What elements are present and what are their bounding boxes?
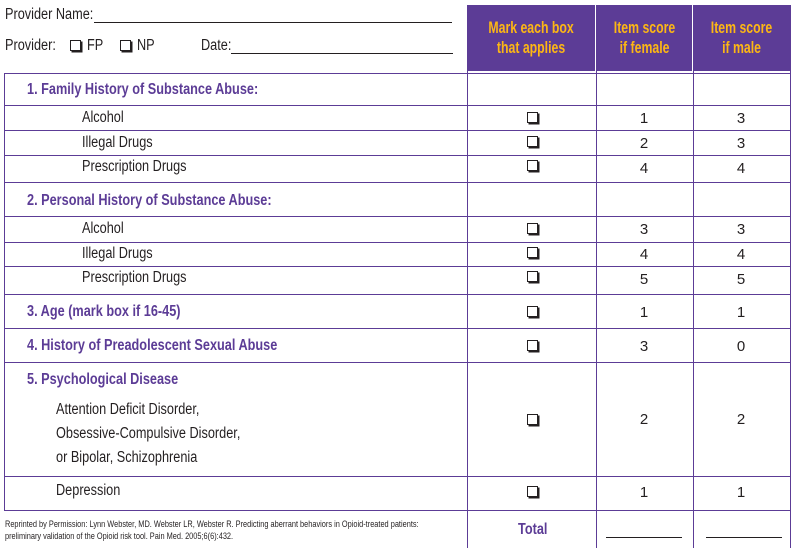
female-score: 1	[639, 110, 649, 127]
fp-label: FP	[87, 37, 104, 54]
female-score: 2	[639, 135, 649, 152]
grid-row-line	[4, 105, 790, 106]
total-male-field[interactable]	[706, 537, 782, 538]
male-score: 0	[736, 338, 746, 355]
male-score: 1	[736, 484, 746, 501]
male-score: 3	[736, 110, 746, 127]
item-checkbox[interactable]	[527, 306, 538, 317]
np-checkbox[interactable]	[120, 40, 131, 51]
section-title-personal-history: 2. Personal History of Substance Abuse:	[27, 192, 272, 209]
grid-row-line	[4, 155, 790, 156]
male-score: 1	[736, 304, 746, 321]
date-field[interactable]	[231, 53, 453, 54]
item-checkbox[interactable]	[527, 136, 538, 147]
header-mark-line1: Mark each box	[488, 18, 574, 37]
male-score: 2	[736, 411, 746, 428]
grid-row-line	[4, 362, 790, 363]
citation-line: Reprinted by Permission: Lynn Webster, MD. Webster LR, Webster R. Predicting aberrant behaviors in Opioid-treated patients:	[5, 519, 419, 529]
header-male-line1: Item score	[711, 18, 773, 37]
grid-row-line	[4, 328, 790, 329]
male-score: 4	[736, 246, 746, 263]
grid-col-divider-3	[693, 5, 694, 548]
female-score: 3	[639, 338, 649, 355]
item-label-line: Obsessive-Compulsive Disorder,	[56, 425, 241, 442]
header-score-male	[694, 5, 790, 71]
female-score: 5	[639, 271, 649, 288]
header-male-line2: if male	[722, 38, 762, 57]
citation-line: preliminary validation of the Opioid risk tool. Pain Med. 2005;6(6):432.	[5, 531, 234, 541]
male-score: 4	[736, 160, 746, 177]
item-checkbox[interactable]	[527, 340, 538, 351]
np-label: NP	[137, 37, 155, 54]
grid-row-line	[4, 510, 790, 511]
header-mark-each-box	[467, 5, 595, 71]
item-label: Alcohol	[82, 220, 124, 237]
item-label: Illegal Drugs	[82, 134, 153, 151]
grid-col-divider-2	[596, 5, 597, 548]
grid-row-line	[4, 73, 790, 74]
header-female-line1: Item score	[613, 18, 676, 37]
section-title-psychological-disease: 5. Psychological Disease	[27, 371, 179, 388]
grid-row-line	[4, 182, 790, 183]
grid-right-border	[790, 5, 791, 548]
item-checkbox[interactable]	[527, 223, 538, 234]
grid-row-line	[4, 294, 790, 295]
fp-checkbox[interactable]	[70, 40, 81, 51]
item-label: Prescription Drugs	[82, 158, 187, 175]
item-label: Prescription Drugs	[82, 269, 187, 286]
header-mark-line2: that applies	[496, 38, 566, 57]
provider-label: Provider:	[5, 37, 56, 54]
grid-row-line	[4, 130, 790, 131]
male-score: 3	[736, 135, 746, 152]
female-score: 1	[639, 484, 649, 501]
section-title-age: 3. Age (mark box if 16-45)	[27, 303, 181, 320]
female-score: 1	[639, 304, 649, 321]
item-label-line: or Bipolar, Schizophrenia	[56, 449, 198, 466]
item-label: Alcohol	[82, 109, 124, 126]
item-checkbox[interactable]	[527, 247, 538, 258]
female-score: 4	[639, 246, 649, 263]
male-score: 5	[736, 271, 746, 288]
grid-row-line	[4, 476, 790, 477]
provider-name-label: Provider Name:	[5, 6, 94, 23]
item-label-line: Attention Deficit Disorder,	[56, 401, 200, 418]
female-score: 3	[639, 221, 649, 238]
grid-row-line	[4, 266, 790, 267]
total-label: Total	[518, 521, 548, 538]
grid-col-divider-1	[467, 5, 468, 548]
item-label: Depression	[56, 482, 121, 499]
section-title-family-history: 1. Family History of Substance Abuse:	[27, 81, 259, 98]
date-label: Date:	[201, 37, 232, 54]
grid-row-line	[4, 242, 790, 243]
female-score: 2	[639, 411, 649, 428]
header-score-female	[597, 5, 692, 71]
header-female-line2: if female	[619, 38, 670, 57]
item-checkbox[interactable]	[527, 271, 538, 282]
item-checkbox[interactable]	[527, 414, 538, 425]
provider-name-field[interactable]	[94, 22, 452, 23]
item-label: Illegal Drugs	[82, 245, 153, 262]
section-title-sexual-abuse: 4. History of Preadolescent Sexual Abuse	[27, 337, 278, 354]
item-checkbox[interactable]	[527, 112, 538, 123]
item-checkbox[interactable]	[527, 160, 538, 171]
item-checkbox[interactable]	[527, 486, 538, 497]
male-score: 3	[736, 221, 746, 238]
grid-left-border	[4, 73, 5, 510]
total-female-field[interactable]	[606, 537, 682, 538]
female-score: 4	[639, 160, 649, 177]
grid-row-line	[4, 216, 790, 217]
